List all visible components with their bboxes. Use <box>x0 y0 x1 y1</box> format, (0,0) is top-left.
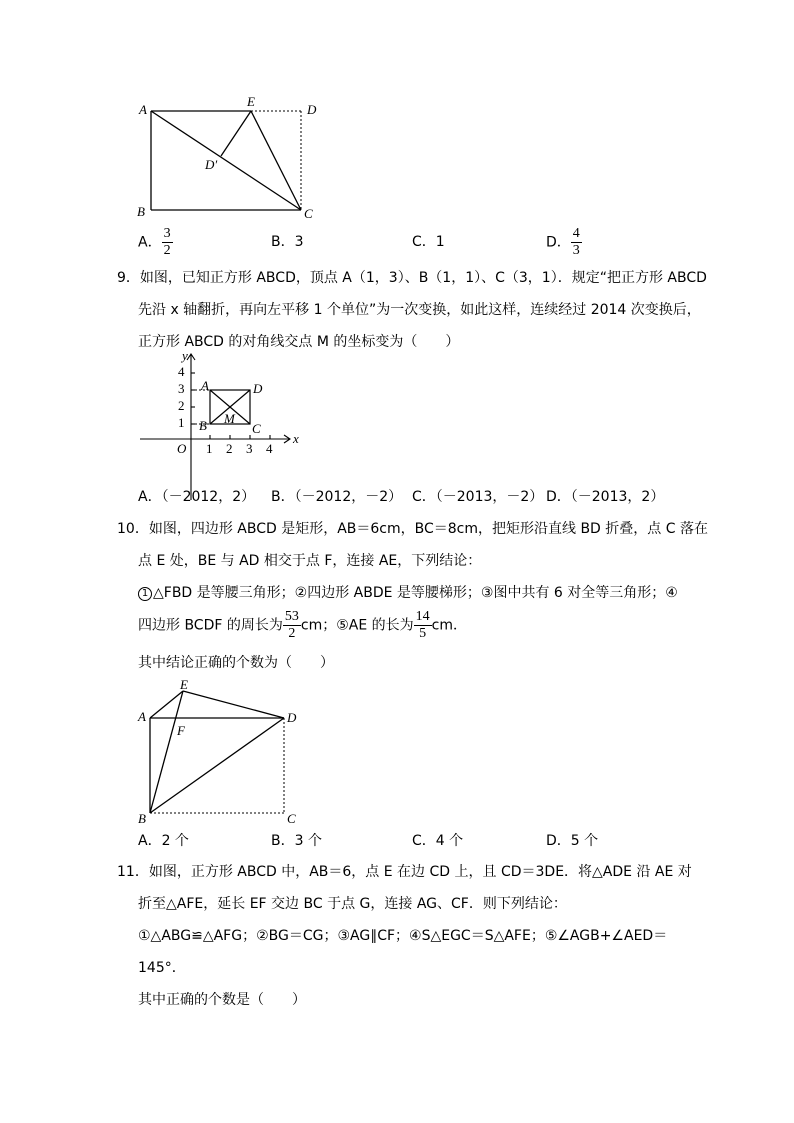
q9-text-line-3: 正方形 ABCD 的对角线交点 M 的坐标变为（ ） <box>138 334 460 350</box>
q11-text-line-4: 145°． <box>138 960 186 976</box>
q10-label-c: C <box>287 811 296 826</box>
q8-option-a-letter: A． <box>138 234 162 251</box>
q9-y-tick-2: 2 <box>178 398 185 413</box>
q9-y-tick-4: 4 <box>178 364 185 379</box>
q9-origin-label: O <box>177 441 187 456</box>
q8-option-d-letter: D． <box>546 234 571 251</box>
q9-text-line-1: 9．如图，已知正方形 ABCD，顶点 A（1，3）、B（1，1）、C（3，1）．规定“把正方形 ABCD <box>117 270 707 286</box>
q8-option-b: B．3 <box>271 234 304 250</box>
q8-label-d: D <box>307 102 317 117</box>
q9-x-tick-1: 1 <box>206 441 213 456</box>
q10-line-4-part-a: 四边形 BCDF 的周长为 <box>138 617 283 634</box>
q9-option-d: D．（－2013，2） <box>546 489 665 505</box>
q10-line-3-text: △FBD 是等腰三角形；②四边形 ABDE 是等腰梯形；③图中共有 6 对全等三角形；④ <box>153 585 678 601</box>
q10-line-4-part-b: cm；⑤AE 的长为 <box>300 617 414 634</box>
q8-label-a: A <box>139 102 147 117</box>
q8-d-denominator: 3 <box>572 243 580 258</box>
q9-label-a: A <box>201 378 209 393</box>
q10-text-line-2: 点 E 处，BE 与 AD 相交于点 F，连接 AE，下列结论： <box>138 553 482 569</box>
q10-f2-numerator: 14 <box>415 609 430 624</box>
q10-label-f: F <box>177 723 185 738</box>
q10-option-d: D．5 个 <box>546 833 599 849</box>
q8-label-dprime: D′ <box>205 157 218 172</box>
q9-label-m: M <box>224 411 235 426</box>
q10-label-a: A <box>138 709 146 724</box>
q8-a-numerator: 3 <box>163 226 171 241</box>
q8-option-c: C．1 <box>412 234 445 250</box>
q9-y-tick-1: 1 <box>178 415 185 430</box>
q9-x-axis-label: x <box>293 431 299 446</box>
q10-label-e: E <box>180 677 188 692</box>
q9-option-c: C．（－2013，－2） <box>412 489 544 505</box>
q9-label-b: B <box>199 418 207 433</box>
q9-y-tick-3: 3 <box>178 381 185 396</box>
q10-circle-1: 1 <box>138 587 152 601</box>
q9-option-a: A．（－2012，2） <box>138 489 256 505</box>
q11-text-line-5: 其中正确的个数是（ ） <box>138 992 306 1008</box>
q10-text-line-1: 10．如图，四边形 ABCD 是矩形，AB＝6cm，BC＝8cm，把矩形沿直线 BD 折叠，点 C 落在 <box>117 521 708 537</box>
q9-option-b: B．（－2012，－2） <box>271 489 403 505</box>
q10-f2-denominator: 5 <box>419 626 427 641</box>
q9-y-axis-label: y <box>182 348 188 363</box>
q9-x-tick-2: 2 <box>226 441 233 456</box>
q11-text-line-3: ①△ABG≌△AFG；②BG＝CG；③AG∥CF；④S△EGC＝S△AFE；⑤∠AGB+∠AED＝ <box>138 928 668 944</box>
q8-label-e: E <box>247 94 255 109</box>
q9-text-line-2: 先沿 x 轴翻折，再向左平移 1 个单位”为一次变换，如此这样，连续经过 2014 次变换后， <box>138 302 701 318</box>
q10-f1-numerator: 53 <box>284 609 299 624</box>
q10-option-c: C．4 个 <box>412 833 464 849</box>
q11-text-line-1: 11．如图，正方形 ABCD 中，AB＝6，点 E 在边 CD 上，且 CD＝3DE．将△ADE 沿 AE 对 <box>117 864 692 880</box>
q10-option-a: A．2 个 <box>138 833 189 849</box>
q10-label-d: D <box>287 710 297 725</box>
q10-line-4-part-c: cm． <box>431 617 467 634</box>
q8-label-c: C <box>304 206 313 221</box>
q10-label-b: B <box>138 811 146 826</box>
q9-x-tick-4: 4 <box>266 441 273 456</box>
q8-a-denominator: 2 <box>163 243 171 258</box>
q9-label-d: D <box>253 381 263 396</box>
q11-text-line-2: 折至△AFE，延长 EF 交边 BC 于点 G，连接 AG、CF．则下列结论： <box>138 896 567 912</box>
q10-option-b: B．3 个 <box>271 833 322 849</box>
q9-x-tick-3: 3 <box>246 441 253 456</box>
q9-label-c: C <box>252 421 261 436</box>
q10-f1-denominator: 2 <box>288 626 296 641</box>
q10-text-line-5: 其中结论正确的个数为（ ） <box>138 655 334 671</box>
q8-d-numerator: 4 <box>572 226 580 241</box>
q8-label-b: B <box>137 204 145 219</box>
